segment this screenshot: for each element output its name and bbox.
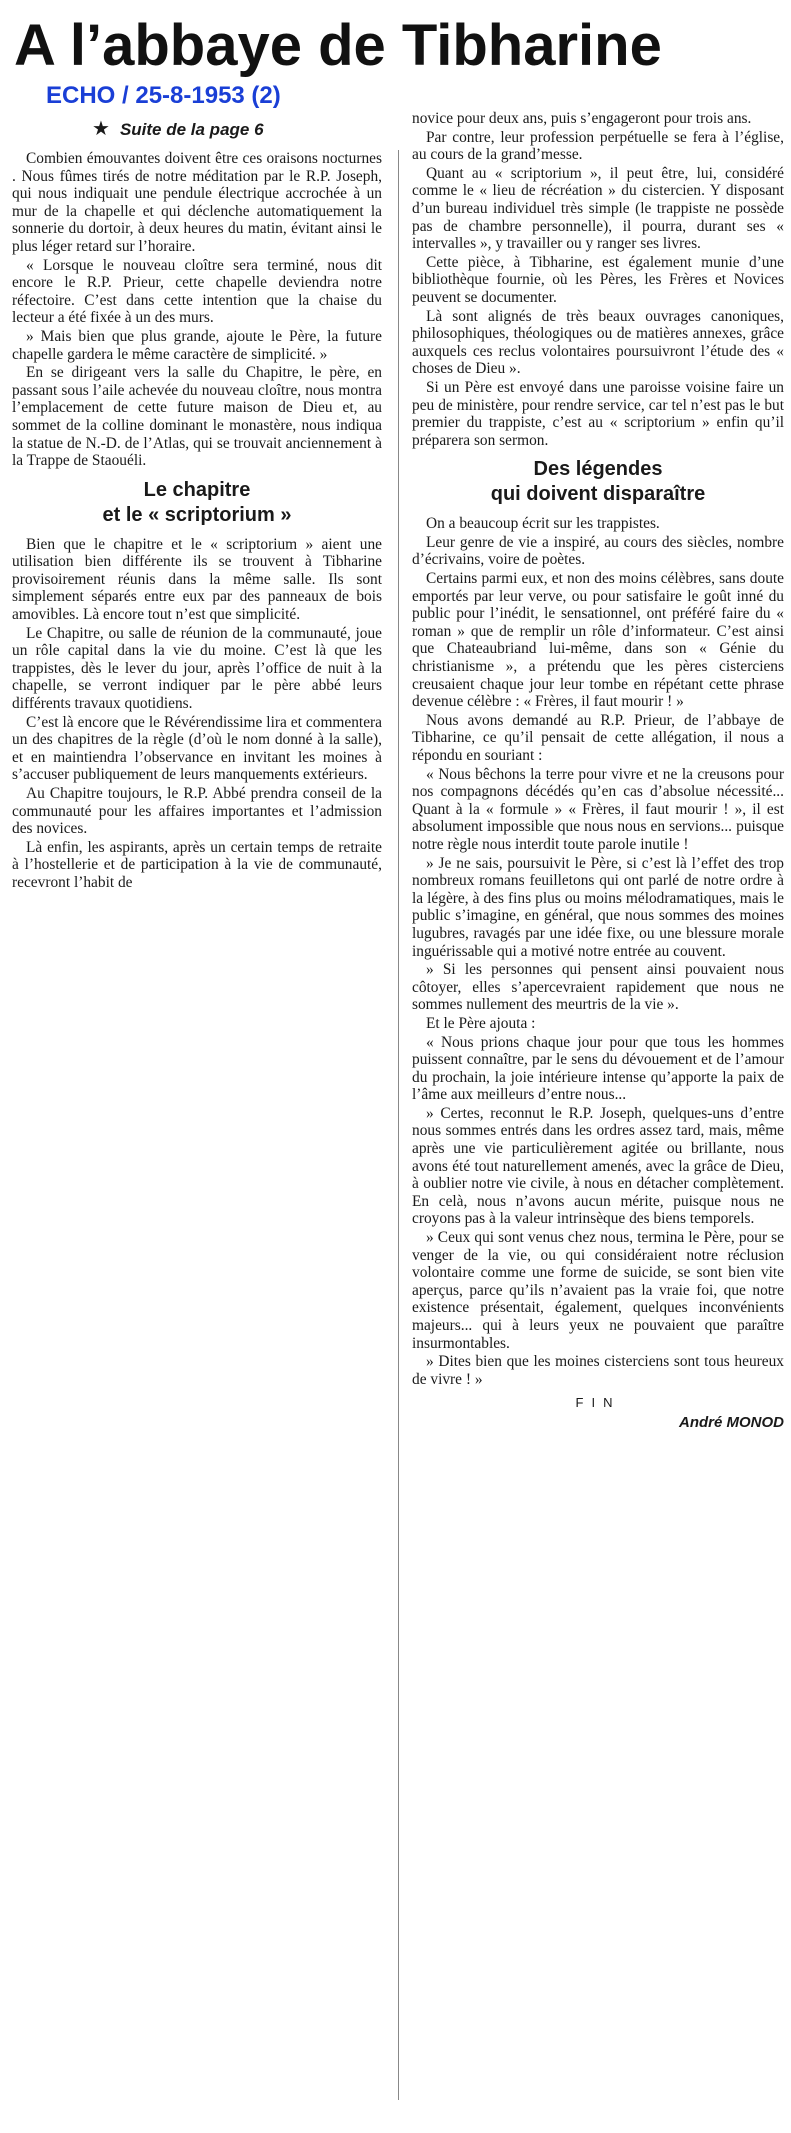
- paragraph: » Ceux qui sont venus chez nous, termina le Père, pour se venger de la vie, ou qui considéraient notre réclusion volontaire comme une forme de suicide, se sont bien vite aperçus, parce qu’ils n’avaient pas la vraie foi, que notre existence présentait, également, quelques inconvénients majeurs... qui à leurs yeux ne pouvaient que paraître insurmontables.: [412, 1229, 784, 1352]
- paragraph: « Nous bêchons la terre pour vivre et ne la creusons pour nos compagnons décédés qu’en cas d’absolue nécessité... Quant à la « formule » « Frères, il faut mourir ! », il est absolument impossible que nous nous en servions... puisque notre règle nous interdit toute parole inutile !: [412, 765, 784, 853]
- author-signature: André MONOD: [679, 1413, 784, 1431]
- paragraph: Là sont alignés de très beaux ouvrages canoniques, philosophiques, théologiques ou de matières annexes, grâce auxquels ces reclus volontaires poursuivront l’étude des « choses de Dieu ».: [412, 307, 784, 378]
- paragraph: novice pour deux ans, puis s’engageront pour trois ans.: [412, 110, 752, 127]
- paragraph: » Si les personnes qui pensent ainsi pouvaient nous côtoyer, elles s’apercevraient rapidement que nous ne sommes nullement des meurtris de la vie ».: [412, 961, 784, 1014]
- paragraph: » Je ne sais, poursuivit le Père, si c’est là l’effet des trop nombreux romans feuilletons qui ont parlé de notre ordre à la légère, à des fins plus ou moins mélodramatiques, mais le public s’imagine, en général, que nous sommes des moines lugubres, ravagés par une idée fixe, ou une blessure morale inguérissable qui a motivé notre entrée au couvent.: [412, 854, 784, 960]
- source-stamp: ECHO / 25-8-1953 (2): [46, 82, 281, 109]
- section-heading-line: Des légendes: [533, 458, 663, 481]
- section-heading-legendes: [412, 457, 784, 507]
- paragraph: C’est là encore que le Révérendissime lira et commentera un des chapitres de la règle (d’où le nom donné à la salle), et en maintiendra l’observance en invitant les moines à s’accuser publiquement de leurs manquements extérieurs.: [12, 713, 382, 784]
- paragraph: Quant au « scriptorium », il peut être, lui, considéré comme le « lieu de récréation » du cistercien. Y disposant d’un bureau individuel très simple (le trappiste ne possède pas de chambre personnelle), il pourra, durant ses « intervalles », y travailler ou y ranger ses livres.: [412, 164, 784, 253]
- paragraph: Cette pièce, à Tibharine, est également munie d’une bibliothèque fournie, où les Pères, les Frères et Novices peuvent se documenter.: [412, 253, 784, 306]
- paragraph: Certains parmi eux, et non des moins célèbres, sans doute emportés par leur verve, ou pour satisfaire le goût inné du public pour l’inédit, le sensationnel, ont préféré faire du « roman » que de remplir un rôle d’informateur. C’est ainsi que Chateaubriand lui-même, dans son « Génie du christianisme », a prétendu que les pères cisterciens creusaient chaque jour leur tombe en répétant cette phrase devenue célèbre : « Frères, il faut mourir ! »: [412, 570, 784, 711]
- paragraph: « Lorsque le nouveau cloître sera terminé, nous dit encore le R.P. Prieur, cette chapelle deviendra notre réfectoire. C’est dans cette intention que la chaise du lecteur a été fixée à un des murs.: [12, 256, 382, 327]
- section-heading-line: et le « scriptorium »: [102, 503, 292, 526]
- paragraph: Combien émouvantes doivent être ces oraisons nocturnes . Nous fûmes tirés de notre méditation par le R.P. Joseph, qui nous indiquait une pendule électrique accrochée à un mur de la chapelle et qui déclenche automatiquement la sonnerie du dortoir, à deux heures du matin, évitant ainsi le plus léger retard sur l’horaire.: [12, 150, 382, 255]
- paragraph: « Nous prions chaque jour pour que tous les hommes puissent connaître, par le sens du dévouement et de l’amour du prochain, la joie intérieure intense qu’apporte la paix de l’âme aux meilleurs d’entre nous...: [412, 1033, 784, 1104]
- section-heading-line: qui doivent disparaître: [490, 483, 706, 506]
- star-icon: ★: [92, 118, 110, 140]
- paragraph: Leur genre de vie a inspiré, au cours des siècles, nombre d’écrivains, voire de poètes.: [412, 533, 784, 569]
- paragraph: On a beaucoup écrit sur les trappistes.: [426, 515, 660, 533]
- paragraph: » Mais bien que plus grande, ajoute le Père, la future chapelle gardera le même caractère de simplicité. »: [12, 327, 382, 363]
- left-column: [12, 150, 382, 1260]
- column-divider: [398, 150, 399, 2100]
- paragraph: Nous avons demandé au R.P. Prieur, de l’abbaye de Tibharine, ce qu’il pensait de cette allégation, il nous a répondu en souriant :: [412, 711, 784, 764]
- paragraph: Au Chapitre toujours, le R.P. Abbé prendra conseil de la communauté pour les affaires importantes et l’admission des novices.: [12, 785, 382, 838]
- continuation-text: Suite de la page 6: [119, 120, 264, 139]
- paragraph: Si un Père est envoyé dans une paroisse voisine faire un peu de ministère, pour rendre service, car tel n’est pas le but premier du trappiste, c’est au « scriptorium » enfin qu’il préparera son sermon.: [412, 378, 784, 449]
- right-column: [412, 110, 784, 2120]
- paragraph: Par contre, leur profession perpétuelle se fera à l’église, au cours de la grand’messe.: [412, 128, 784, 164]
- paragraph: Le Chapitre, ou salle de réunion de la communauté, joue un rôle capital dans la vie du moine. C’est là que les trappistes, dès le lever du jour, après l’office de nuit à la chapelle, se verront indiquer par le père abbé leurs différents travaux quotidiens.: [12, 624, 382, 713]
- paragraph: Et le Père ajouta :: [426, 1014, 536, 1032]
- section-heading-line: Le chapitre: [143, 478, 251, 501]
- continuation-line: [92, 116, 392, 141]
- paragraph: Bien que le chapitre et le « scriptorium » aient une utilisation bien différente ils se trouvent à Tibharine provisoirement réunis dans la même salle. Ils sont simplement séparés entre eux par des panneaux de bois amovibles. Là encore tout n’est que simplicité.: [12, 535, 382, 624]
- paragraph: » Dites bien que les moines cisterciens sont tous heureux de vivre ! »: [412, 1353, 784, 1388]
- paragraph: En se dirigeant vers la salle du Chapitre, le père, en passant sous l’aile achevée du nouveau cloître, nous montra l’emplacement de cette future maison de Dieu et, au sommet de la colline dominant le monastère, nous indiqua la statue de N.-D. de l’Atlas, qui se trouvait anciennement à la Trappe de Staouéli.: [12, 364, 382, 470]
- paragraph: » Certes, reconnut le R.P. Joseph, quelques-uns d’entre nous sommes entrés dans les ordres assez tard, mais, même après une vie particulièrement agitée ou brillante, nous avons été tout naturellement amenés, avec la grâce de Dieu, à oublier notre vie civile, à nous en détacher complètement. En celà, nous n’avons aucun mérite, puisque nous ne croyons pas à la valeur intrinsèque des biens temporels.: [412, 1104, 784, 1228]
- page-title: A l’abbaye de Tibharine: [14, 13, 662, 78]
- paragraph: Là enfin, les aspirants, après un certain temps de retraite à l’hostellerie et de participation à la vie de communauté, recevront l’habit de: [12, 838, 382, 891]
- end-marker: FIN: [575, 1395, 621, 1411]
- section-heading-chapitre: [12, 478, 382, 528]
